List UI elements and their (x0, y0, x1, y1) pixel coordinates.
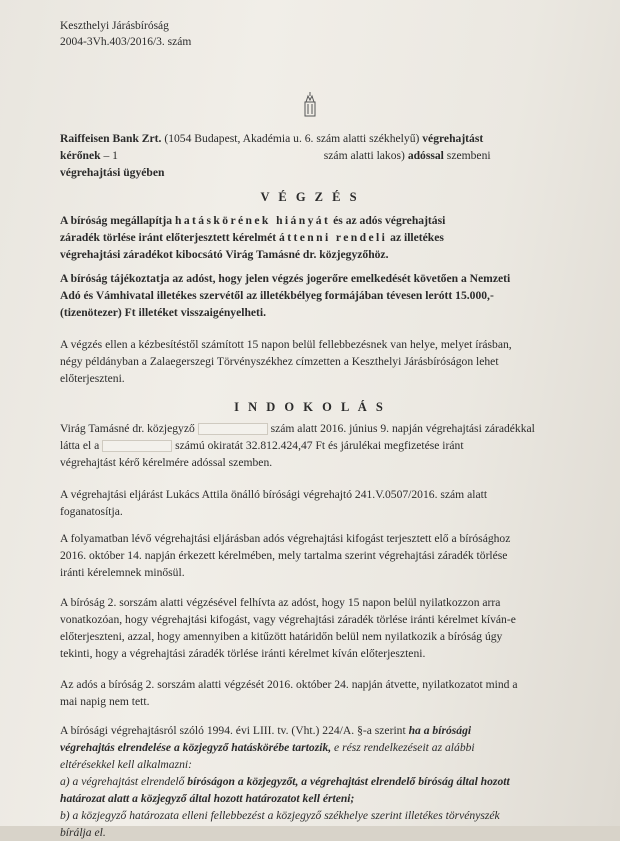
coat-of-arms-icon (300, 92, 320, 120)
redacted-area (198, 423, 268, 435)
title-vegzes: V É G Z É S (260, 190, 360, 204)
paragraph-law: A bírósági végrehajtásról szóló 1994. évi LIII. tv. (Vht.) 224/A. §-a szerint ha a bírósági végrehajtás elrendelése a közjegyző hatáskörébe tartozik, e rész rendelkezéseit az alábbi eltérésekkel kell alkalmazni: a) a végrehajtást elrendelő bíróságon a közjegyzőt, a végrehajtást elrendelő bíróság által hozott határozat alatt a közjegyző által hozott határozatot kell érteni; b) a közjegyző határozata elleni fellebbezést a közjegyző székhelye szerint illetékes törvényszék bírálja el. (60, 724, 510, 839)
paragraph-receipt: Az adós a bíróság 2. sorszám alatti végzését 2016. október 24. napján átvette, nyilatkozatot mind a mai napig nem tett. (60, 678, 518, 708)
title-indokolas: I N D O K O L Á S (234, 400, 386, 414)
paragraph-objection: A folyamatban lévő végrehajtási eljárásban adós végrehajtási kifogást terjesztett elő a bírósághoz 2016. október 14. napján érkezett kérelmében, mely tartalma szerint végrehajtási záradék törlése iránti kérelemnek minősül. (60, 532, 511, 579)
parties-line-2: kérőnek – 1 szám alatti lakos) adóssal szembeni (60, 149, 491, 162)
parties-line-1: Raiffeisen Bank Zrt. (1054 Budapest, Akadémia u. 6. szám alatti székhelyű) végrehajtást (60, 132, 484, 145)
paragraph-information: A bíróság tájékoztatja az adóst, hogy jelen végzés jogerőre emelkedését követően a Nemzeti Adó és Vámhivatal illetékes szervétől az illetékbélyeg formájában tévesen lerótt 15.000,- (tizenötezer) Ft illetéket visszaigényelheti. (60, 272, 511, 319)
case-number: 2004-3Vh.403/2016/3. szám (60, 36, 192, 48)
redacted-area (102, 440, 172, 452)
paragraph-notary: Virág Tamásné dr. közjegyző szám alatt 2016. június 9. napján végrehajtási záradékkal látta el a számú okiratát 32.812.424,47 Ft és járulékai megfizetése iránt végrehajtást kérő kérelmére adóssal szemben. (60, 422, 535, 469)
paragraph-ruling: A bíróság megállapítja hatáskörének hiányát és az adós végrehajtási záradék törlése iránt előterjesztett kérelmét áttenni rendeli az illetékes végrehajtási záradékot kibocsátó Virág Tamásné dr. közjegyzőhöz. (60, 214, 446, 261)
parties-line-3: végrehajtási ügyében (60, 166, 165, 179)
paragraph-appeal: A végzés ellen a kézbesítéstől számított 15 napon belül fellebbezésnek van helye, melyet írásban, négy példányban a Zalaegerszegi Törvényszékhez címzetten a Keszthelyi Járásbíróságon lehet előterjeszteni. (60, 338, 512, 385)
paragraph-bailiff: A végrehajtási eljárást Lukács Attila önálló bírósági végrehajtó 241.V.0507/2016. szám alatt foganatosítja. (60, 488, 488, 518)
paragraph-summons: A bíróság 2. sorszám alatti végzésével felhívta az adóst, hogy 15 napon belül nyilatkozzon arra vonatkozóan, hogy végrehajtási kifogást, vagy végrehajtási záradék törlése iránti kérelmet kíván-e előterjeszteni, azzal, hogy amennyiben a kitűzött határidőn belül nem nyilatkozik a bíróság úgy tekinti, hogy a végrehajtási záradék törlése iránti kérelmet kíván előterjeszteni. (60, 596, 516, 660)
court-header (60, 18, 191, 50)
court-name: Keszthelyi Járásbíróság (60, 20, 169, 32)
parties-block (60, 130, 491, 181)
